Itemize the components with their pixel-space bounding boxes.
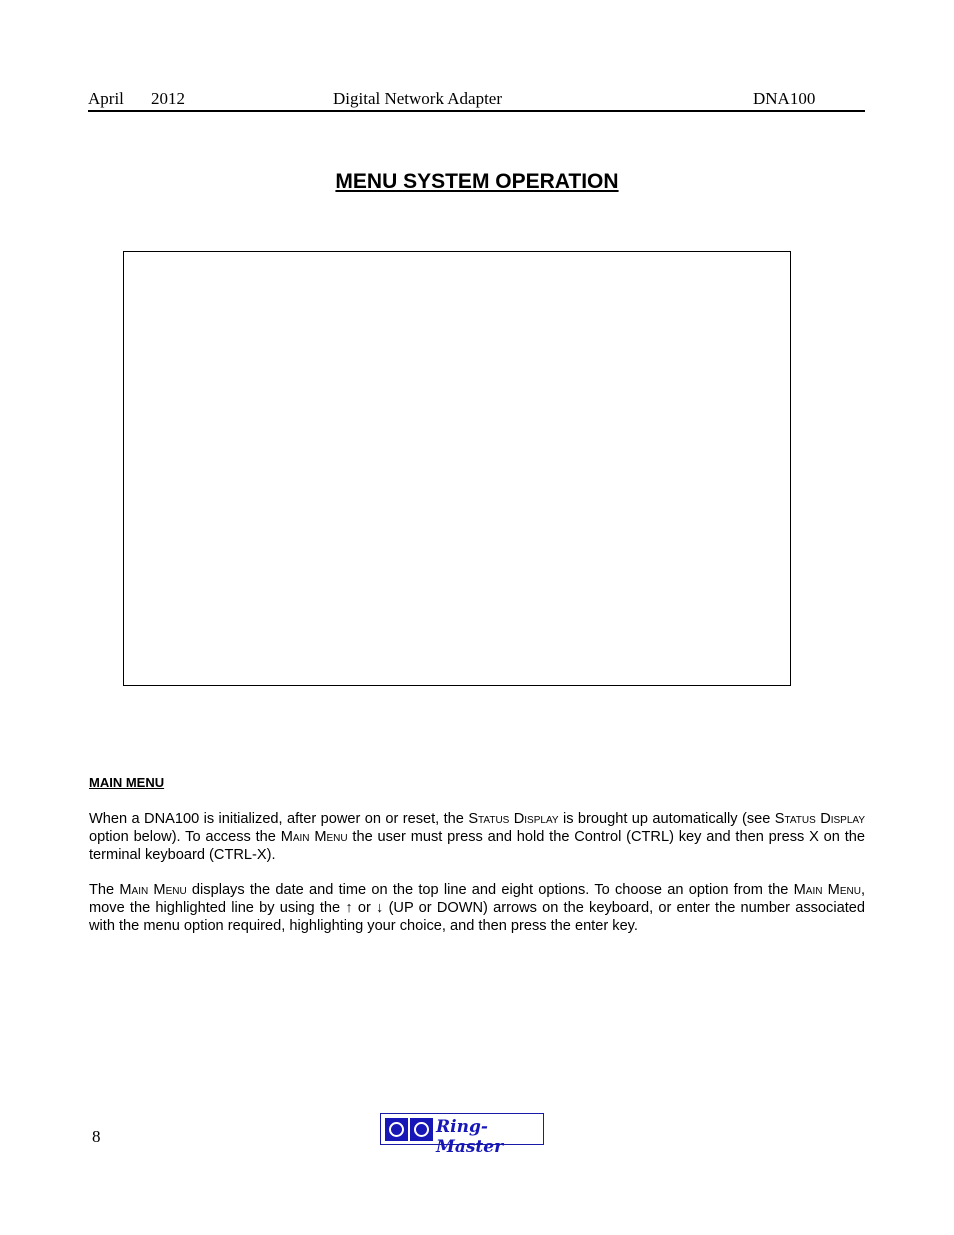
logo-ring-icon <box>385 1118 408 1141</box>
page-title: MENU SYSTEM OPERATION <box>335 170 619 193</box>
logo-ring-icon <box>410 1118 433 1141</box>
header-year: 2012 <box>151 89 185 108</box>
header-month: April <box>88 89 124 108</box>
header-title: Digital Network Adapter <box>333 89 503 108</box>
section-heading: MAIN MENU <box>89 775 165 790</box>
header-model: DNA100 <box>753 89 816 108</box>
logo-wordmark: Ring-Master <box>436 1117 504 1157</box>
page-header <box>88 88 865 112</box>
ring-master-logo <box>380 1113 544 1157</box>
paragraph-main-menu: The Main Menu displays the date and time on the top line and eight options. To choose an option from the Main Menu, move the highlighted line by using the ↑ or ↓ (UP or DOWN) arrows on the keyboard, or enter the number associated with the menu option required, highlighting your choice, and then press the enter key. <box>89 882 866 934</box>
page-number: 8 <box>92 1127 101 1146</box>
screenshot-figure-frame <box>123 251 791 686</box>
paragraph-status-display: When a DNA100 is initialized, after power on or reset, the Status Display is brought up automatically (see Status Display option below). To access the Main Menu the user must press and hold the Control (CTRL) key and then press X on the terminal keyboard (CTRL-X). <box>89 811 866 863</box>
